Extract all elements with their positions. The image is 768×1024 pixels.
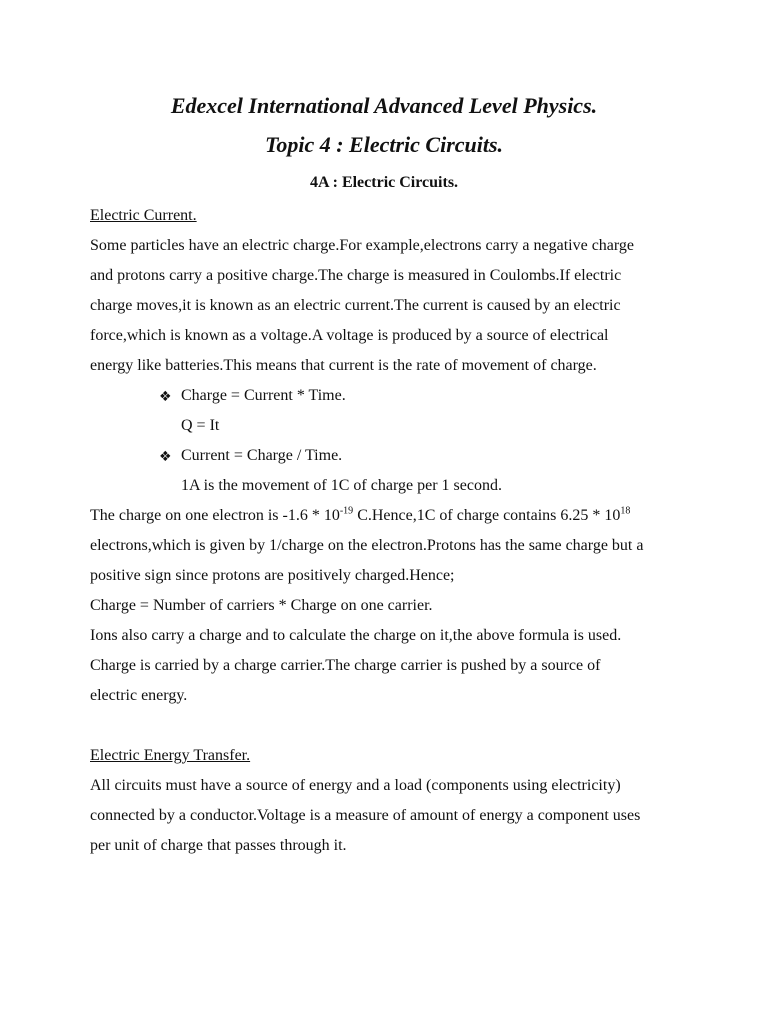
section-subtitle: 4A : Electric Circuits. (309, 174, 459, 191)
exponent: 18 (620, 505, 631, 517)
electron-charge-line (90, 506, 690, 526)
paragraph-line: energy like batteries.This means that current is the rate of movement of charge. (90, 357, 597, 374)
paragraph-line: electrons,which is given by 1/charge on the electron.Protons has the same charge but a (90, 537, 644, 554)
paragraph-line: Charge = Number of carriers * Charge on one carrier. (90, 597, 433, 614)
paragraph-line: force,which is known as a voltage.A voltage is produced by a source of electrical (90, 327, 609, 344)
section-heading-electric-current: Electric Current. (90, 207, 197, 224)
section-heading-energy-transfer: Electric Energy Transfer. (90, 747, 251, 764)
paragraph-line: charge moves,it is known as an electric current.The current is caused by an electric (90, 297, 621, 314)
diamond-bullet-icon: ❖ (159, 389, 172, 405)
bullet-current-equation: Current = Charge / Time. (181, 447, 343, 464)
bullet-charge-equation: Charge = Current * Time. (181, 387, 346, 404)
document-title: Edexcel International Advanced Level Physics. (170, 93, 598, 118)
paragraph-line: and protons carry a positive charge.The charge is measured in Coulombs.If electric (90, 267, 622, 284)
electron-charge-text: The charge on one electron is -1.6 * 10 (90, 507, 340, 524)
paragraph-line: All circuits must have a source of energy and a load (components using electricity) (90, 777, 621, 794)
exponent: -19 (339, 505, 354, 517)
topic-title: Topic 4 : Electric Circuits. (264, 132, 504, 157)
paragraph-line: connected by a conductor.Voltage is a measure of amount of energy a component uses (90, 807, 641, 824)
paragraph-line: Some particles have an electric charge.For example,electrons carry a negative charge (90, 237, 635, 254)
ampere-definition: 1A is the movement of 1C of charge per 1 second. (181, 477, 502, 494)
paragraph-line: electric energy. (90, 687, 188, 704)
diamond-bullet-icon: ❖ (159, 449, 172, 465)
paragraph-line: Ions also carry a charge and to calculate the charge on it,the above formula is used. (90, 627, 622, 644)
paragraph-line: positive sign since protons are positively charged.Hence; (90, 567, 455, 584)
paragraph-line: Charge is carried by a charge carrier.The charge carrier is pushed by a source of (90, 657, 601, 674)
electron-count-text: C.Hence,1C of charge contains 6.25 * 10 (353, 507, 621, 524)
paragraph-line: per unit of charge that passes through it. (90, 837, 347, 854)
formula-q-it: Q = It (181, 417, 220, 434)
